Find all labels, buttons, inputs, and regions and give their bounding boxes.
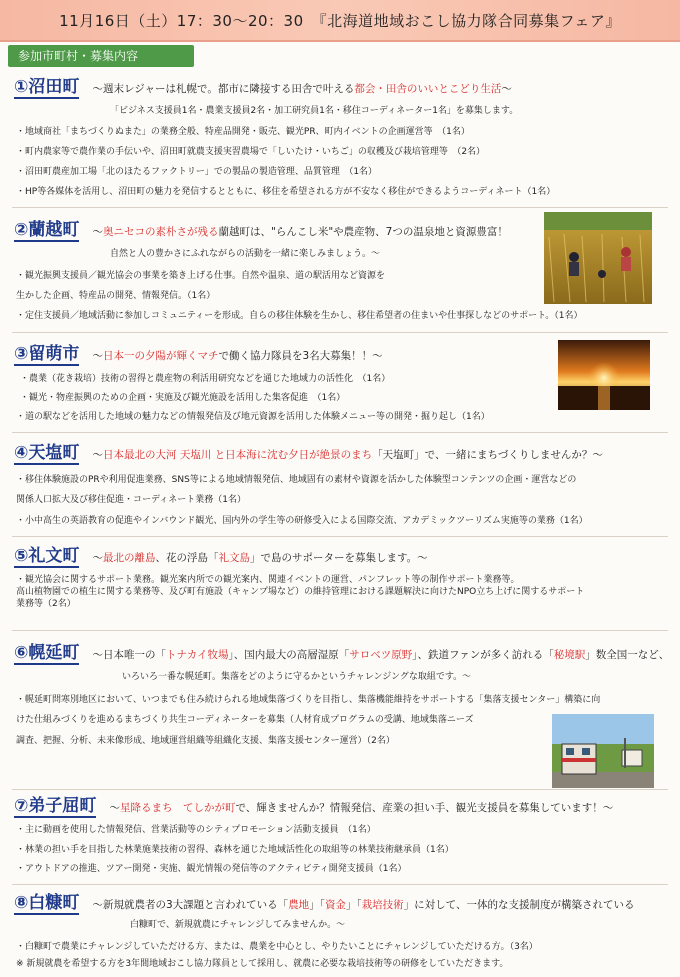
tagline-highlight: 農地 <box>288 898 310 911</box>
town-tagline <box>110 800 614 815</box>
header-banner <box>0 0 680 42</box>
tagline-text: 〜 <box>92 349 103 362</box>
tagline-text: 〜 <box>92 448 103 461</box>
recruit-line: ・農業（花き栽培）技術の習得と農産物の利活用研究などを通じた地域力の活性化 （1名） <box>20 374 391 384</box>
town-title: ⑥幌延町 <box>14 643 80 663</box>
tagline-text: で、輝きませんか？情報発信、産業の担い手、観光支援員を募集しています！〜 <box>235 801 614 814</box>
section-tag: 参加市町村・募集内容 <box>8 45 194 67</box>
tagline-text: 蘭越町は、"らんこし米"や農産物、7つの温泉地と資源豊富！ <box>218 225 508 238</box>
recruit-line: 「ビジネス支援員1名・農業支援員2名・加工研究員1名・移住コーディネーター1名」を募集します。 <box>110 106 519 116</box>
recruit-line: ・HP等各媒体を活用し、沼田町の魅力を発信するとともに、移住を希望される方が不安なく移住ができるようコーディネート（1名） <box>16 187 556 197</box>
tagline-text: 〜 <box>92 551 103 564</box>
tagline-text: 〜 <box>501 82 512 95</box>
town-tagline <box>93 897 635 912</box>
recruit-line: ・町内農家等で農作業の手伝いや、沼田町就農支援実習農場で「しいたけ・いちご」の収穫及び栽培管理等 （2名） <box>16 147 486 157</box>
divider <box>12 332 668 333</box>
recruit-line: 自然と人の豊かさにふれながらの活動を一緒に楽しみましょう。〜 <box>110 249 381 259</box>
tagline-highlight: 栽培技術 <box>361 898 404 911</box>
tagline-text: 〜週末レジャーは札幌で。都市に隣接する田舎で叶える <box>92 82 355 95</box>
recruit-line: ・アウトドアの推進、ツアー開発・実施、観光情報の発信等のアクティビティ開発支援員（1名） <box>16 864 407 874</box>
recruit-line: 高山植物園での植生に関する業務等、及び町有施設（キャンプ場など）の維持管理における課題解決に向けたNPO立ち上げに関するサポート <box>16 587 585 597</box>
recruit-line: ・幌延町問寒別地区において、いつまでも住み続けられる地域集落づくりを目指し、集落機能維持をサポートする「集落支援センター」構築に向 <box>16 695 601 705</box>
recruit-line: いろいろ一番な幌延町。集落をどのように守るかというチャレンジングな取組です。〜 <box>122 672 472 682</box>
divider <box>12 536 668 537</box>
tagline-text: 「天塩町」で、一緒にまちづくりしませんか？〜 <box>372 448 603 461</box>
recruit-line: ・観光・物産振興のための企画・実施及び観光施設を活用した集客促進 （1名） <box>20 393 346 403</box>
tagline-text: 、花の浮島「 <box>155 551 219 564</box>
divider <box>12 789 668 790</box>
town-title: ①沼田町 <box>14 77 80 97</box>
tagline-text: で働く協力隊員を3名大募集！！〜 <box>218 349 383 362</box>
tagline-highlight: 日本最北の大河 天塩川 と日本海に沈む夕日が絶景のまち <box>103 448 373 461</box>
tagline-text: 」に対して、一体的な支援制度が構築されている <box>403 898 635 911</box>
town-tagline <box>93 224 508 239</box>
town-tagline <box>93 647 670 662</box>
tagline-text: 」「 <box>309 898 325 911</box>
recruit-line: ・観光振興支援員／観光協会の事業を築き上げる仕事。自然や温泉、道の駅活用など資源を <box>16 271 386 281</box>
town-title: ③留萌市 <box>14 344 80 364</box>
town-tagline <box>93 447 603 462</box>
tagline-text: 」「 <box>345 898 362 911</box>
recruit-line: ・小中高生の英語教育の促進やインバウンド観光、国内外の学生等の研修受入による国際交流、アカデミックツーリズム実施等の業務（1名） <box>16 516 588 526</box>
town-title: ⑧白糠町 <box>14 893 80 913</box>
tagline-text: 〜 <box>109 801 120 814</box>
sunset-photo <box>558 340 650 410</box>
recruit-line: ・沼田町農産加工場「北のほたるファクトリー」での製品の製造管理、品質管理 （1名） <box>16 167 378 177</box>
tagline-highlight: 資金 <box>324 898 346 911</box>
recruit-line: 関係人口拡大及び移住促進・コーディネート業務（1名） <box>16 495 247 505</box>
tagline-text: 〜新規就農者の3大課題と言われている「 <box>92 898 289 911</box>
recruit-line: ・移住体験施設のPRや利用促進業務、SNS等による地域情報発信、地域固有の素材や資源を活かした体験型コンテンツの企画・運営などの <box>16 475 577 485</box>
recruit-line: けた仕組みづくりを進めるまちづくり共生コーディネーターを募集（人材育成プログラムの受講、地域集落ニーズ <box>16 715 474 725</box>
divider <box>12 884 668 885</box>
recruit-line: ※ 新規就農を希望する方を3年間地域おこし協力隊員として採用し、就農に必要な栽培技術等の研修をしていただきます。 <box>16 959 509 969</box>
town-tagline <box>93 348 383 363</box>
recruit-line: ・道の駅などを活用した地域の魅力などの情報発信及び地元資源を活用した体験メニュー等の開発・掘り起し（1名） <box>16 412 490 422</box>
tagline-highlight: 秘境駅 <box>553 648 586 661</box>
recruit-line: ・観光協会に関するサポート業務。観光案内所での観光案内、関連イベントの運営、パンフレット等の制作サポート業務等。 <box>16 575 520 585</box>
rice-field-photo <box>544 212 652 304</box>
divider <box>12 207 668 208</box>
recruit-line: ・地域商社「まちづくりぬまた」の業務全般、特産品開発・販売、観光PR、町内イベントの企画運営等 （1名） <box>16 127 470 137</box>
town-title: ④天塩町 <box>14 443 80 463</box>
town-tagline <box>93 81 512 96</box>
town-title: ⑦弟子屈町 <box>14 796 97 816</box>
recruit-line: 調査、把握、分析、未来像形成、地域運営組織等組織化支援、集落支援センター運営）（2名） <box>16 736 395 746</box>
tagline-text: 」、鉄道ファンが多く訪れる「 <box>412 648 554 661</box>
recruit-line: ・林業の担い手を目指した林業施業技術の習得、森林を通じた地域活性化の取組等の林業技術継承員（1名） <box>16 845 454 855</box>
tagline-text: 〜 <box>92 225 103 238</box>
tagline-highlight: 星降るまち てしかが町 <box>120 801 236 814</box>
recruit-line: 業務等（2名） <box>16 599 76 609</box>
tagline-highlight: トナカイ牧場 <box>166 648 229 661</box>
recruit-line: 生かした企画、特産品の開発、情報発信。（1名） <box>16 291 216 301</box>
tagline-highlight: 奥ニセコの素朴さが残る <box>103 225 219 238</box>
town-tagline <box>93 550 428 565</box>
tagline-highlight: サロベツ原野 <box>349 648 413 661</box>
divider <box>12 630 668 631</box>
recruit-line: 白糠町で、新規就農にチャレンジしてみませんか。〜 <box>130 920 346 930</box>
town-title: ②蘭越町 <box>14 220 80 240</box>
tagline-highlight: 礼文島 <box>218 551 250 564</box>
train-station-photo <box>552 714 654 788</box>
header-title: 11月16日（土）17：30〜20：30 『北海道地域おこし協力隊合同募集フェア』 <box>59 12 621 30</box>
tagline-text: 〜日本唯一の「 <box>92 648 166 661</box>
recruit-line: ・主に動画を使用した情報発信、営業活動等のシティプロモーション活動支援員 （1名） <box>16 825 376 835</box>
tagline-text: 」で島のサポーターを募集します。〜 <box>250 551 428 564</box>
tagline-text: 」数全国一など、 <box>585 648 670 661</box>
town-title: ⑤礼文町 <box>14 546 80 566</box>
tagline-highlight: 都会・田舎のいいとこどり生活 <box>354 82 502 95</box>
recruit-line: ・白糠町で農業にチャレンジしていただける方、または、農業を中心とし、やりたいことにチャレンジしていただける方。（3名） <box>16 942 538 952</box>
recruit-line: ・定住支援員／地域活動に参加しコミュニティーを形成。自らの移住体験を生かし、移住希望者の住まいや仕事探しなどのサポート。（1名） <box>16 311 583 321</box>
tagline-highlight: 日本一の夕陽が輝くマチ <box>103 349 219 362</box>
tagline-highlight: 最北の離島 <box>103 551 156 564</box>
divider <box>12 432 668 433</box>
tagline-text: 」、国内最大の高層湿原「 <box>228 648 350 661</box>
